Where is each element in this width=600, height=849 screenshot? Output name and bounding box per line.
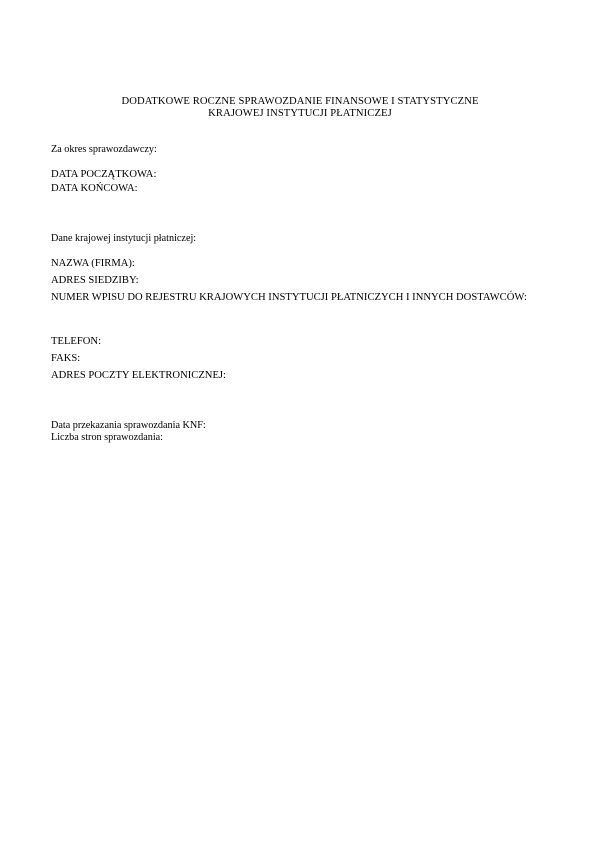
page-count-label: Liczba stron sprawozdania: <box>51 432 164 443</box>
institution-data-heading: Dane krajowej instytucji płatniczej: <box>51 233 197 244</box>
end-date-label: DATA KOŃCOWA: <box>51 183 138 194</box>
institution-name-label: NAZWA (FIRMA): <box>51 258 135 269</box>
start-date-label: DATA POCZĄTKOWA: <box>51 169 157 180</box>
submission-date-label: Data przekazania sprawozdania KNF: <box>51 420 206 431</box>
register-number-label: NUMER WPISU DO REJESTRU KRAJOWYCH INSTYTUCJI PŁATNICZYCH I INNYCH DOSTAWCÓW: <box>51 292 527 303</box>
document-title-line-2: KRAJOWEJ INSTYTUCJI PŁATNICZEJ <box>208 108 392 119</box>
phone-label: TELEFON: <box>51 336 102 347</box>
fax-label: FAKS: <box>51 353 81 364</box>
reporting-period-heading: Za okres sprawozdawczy: <box>51 144 157 155</box>
document-title-line-1: DODATKOWE ROCZNE SPRAWOZDANIE FINANSOWE I STATYSTYCZNE <box>121 96 479 107</box>
registered-address-label: ADRES SIEDZIBY: <box>51 275 139 286</box>
email-address-label: ADRES POCZTY ELEKTRONICZNEJ: <box>51 370 226 381</box>
